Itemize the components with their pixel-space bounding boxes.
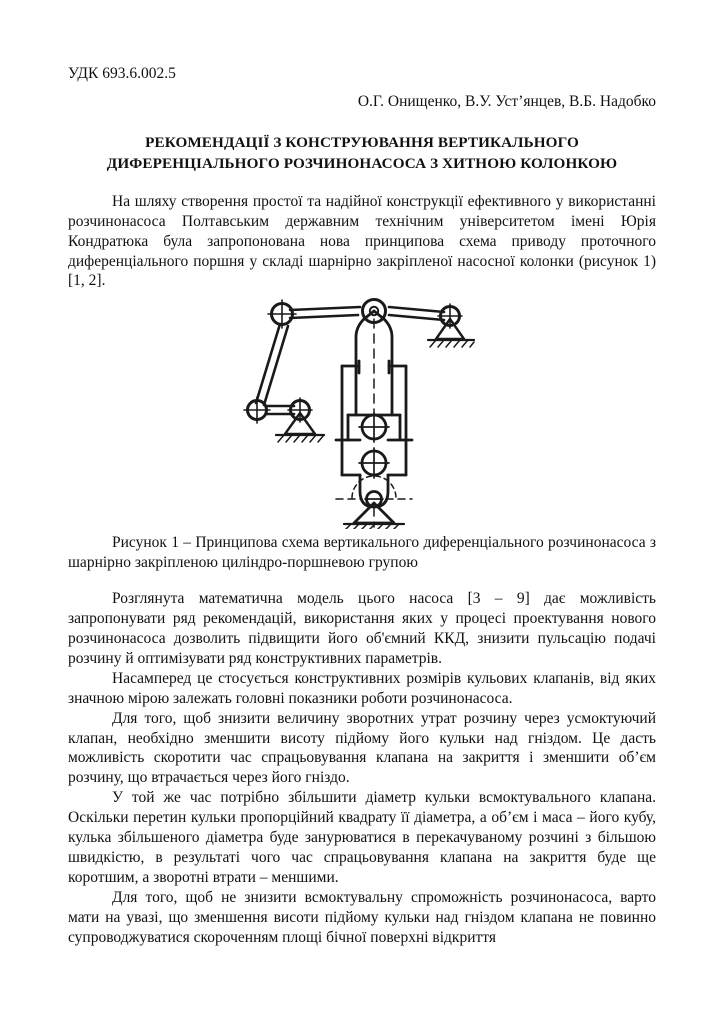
connecting-rod: [256, 324, 288, 405]
udk-code: УДК 693.6.002.5: [68, 65, 176, 82]
title-line-1: РЕКОМЕНДАЦІЇ З КОНСТРУЮВАННЯ ВЕРТИКАЛЬНОГО: [145, 134, 579, 152]
paragraph-6: Для того, щоб не знизити всмоктувальну спроможність розчинонасоса, варто мати на увазі, що зменшення висоти підйому кульки над гніздом клапана не повинно супроводжуватися скороченням площі бічної поверхні відкриття: [68, 888, 656, 946]
title-line-2: ДИФЕРЕНЦІАЛЬНОГО РОЗЧИНОНАСОСА З ХИТНОЮ КОЛОНКОЮ: [106, 154, 618, 172]
document-content: [68, 64, 656, 947]
paragraph-4: Для того, щоб знизити величину зворотних утрат розчину через усмоктуючий клапан, необхідно зменшити висоту підйому його кульки над гніздом. Це дасть можливість скоротити час спрацьовування клапана на закриття і зменшити об’єм розчину, що втрачається через його гніздо.: [68, 709, 656, 787]
figure-caption: Рисунок 1 – Принципова схема вертикального диференціального розчинонасоса з шарнірно закріпленою циліндро-поршневою групою: [68, 534, 656, 572]
paragraph-intro: На шляху створення простої та надійної конструкції ефективного у використанні розчинонасоса Полтавським державним технічним університетом імені Юрія Кондратюка була запропонована нова принципова схема приводу проточного диференціального поршня у складі шарнірно закріпленої насосної колонки (рисунок 1) [1, 2].: [68, 192, 656, 290]
upper-left-link-bar: [290, 307, 360, 318]
page-title: [68, 133, 656, 173]
lower-left-fixed-support: [276, 398, 324, 442]
lower-ball-valve: [359, 448, 389, 478]
upper-ball-valve: [359, 412, 389, 442]
paragraph-5: У той же час потрібно збільшити діаметр кульки всмоктувального клапана. Оскільки перетин кульки пропорційний квадрату її діаметра, а об’єм і маса – його кубу, кулька збільшеного діаметра буде занурюватися в перекачуваному розчині з більшою швидкістю, в результаті чого час спрацьовування клапана на закриття буде ще коротшим, а зворотні втрати – меншими.: [68, 789, 656, 886]
authors-line: О.Г. Онищенко, В.У. Уст’янцев, В.Б. Надобко: [357, 93, 656, 111]
paragraph-3: Насамперед це стосується конструктивних розмірів кульових клапанів, від яких значною мірою залежать головні показники роботи розчинонасоса.: [68, 669, 656, 707]
pump-schematic-diagram: [232, 293, 492, 529]
paragraph-2: Розглянута математична модель цього насоса [3 – 9] дає можливість запропонувати ряд рекомендацій, використання яких у процесі проектування нового розчинонасоса дозволить підвищити його об'ємний ККД, знизити пульсацію подачі розчину й оптимізувати ряд конструктивних параметрів.: [68, 590, 656, 667]
upper-left-pivot-joint: [268, 300, 296, 328]
figure-container: [68, 293, 656, 529]
upper-right-link-bar: [389, 307, 444, 320]
